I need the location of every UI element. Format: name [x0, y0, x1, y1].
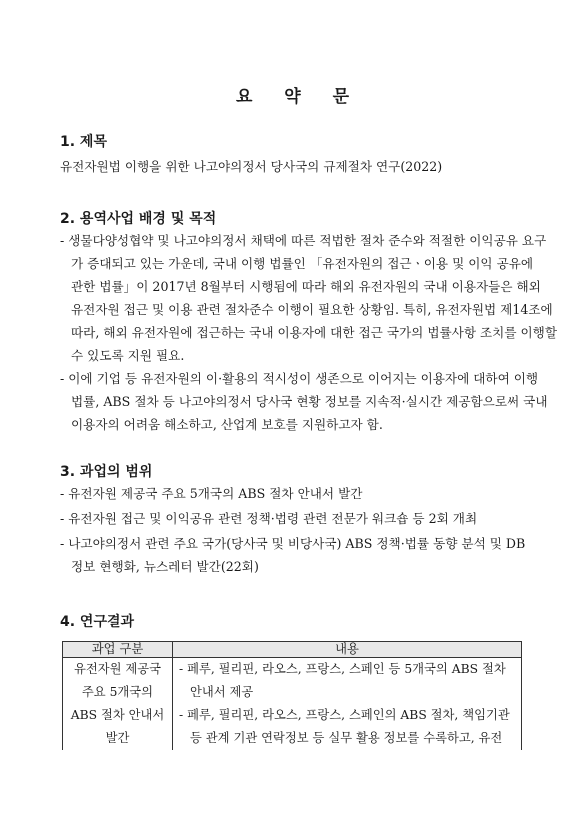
table-row [63, 658, 522, 751]
category-line: ABS 절차 안내서 [70, 708, 165, 722]
category-line: 유전자원 제공국 [73, 662, 162, 676]
section-2-body [60, 229, 557, 436]
section-2-line: 관한 법률」이 2017년 8월부터 시행됨에 따라 해외 유전자원의 국내 이용자들은 해외 [71, 279, 541, 294]
section-3-body [60, 482, 530, 578]
table-header-row [63, 642, 522, 658]
section-2-line: 따라, 해외 유전자원에 접근하는 국내 이용자에 대한 접근 국가의 법률사항 조치를 이행할 [71, 325, 557, 340]
section-2-line: 가 증대되고 있는 가운데, 국내 이행 법률인 「유전자원의 접근ㆍ이용 및 이익 공유에 [71, 256, 534, 271]
category-line: 발간 [105, 731, 130, 745]
section-2-line: 유전자원 접근 및 이용 관련 절차준수 이행이 필요한 상황임. 특히, 유전자원법 제14조에 [71, 302, 553, 317]
section-3-line: - 나고야의정서 관련 주요 국가(당사국 및 비당사국) ABS 정책·법률 동향 분석 및 DB [60, 536, 526, 551]
section-3-heading: 3. 과업의 범위 [60, 464, 153, 480]
section-3-line: - 유전자원 제공국 주요 5개국의 ABS 절차 안내서 발간 [60, 486, 363, 501]
results-table [62, 641, 522, 750]
section-3-line: - 유전자원 접근 및 이익공유 관련 정책·법령 관련 전문가 워크숍 등 2회 개최 [60, 511, 478, 526]
content-line: 안내서 제공 [190, 685, 254, 699]
section-2-heading: 2. 용역사업 배경 및 목적 [60, 211, 217, 227]
section-2-line: 수 있도록 지원 필요. [71, 348, 185, 363]
section-1-body [60, 155, 530, 178]
category-line: 주요 5개국의 [81, 685, 154, 699]
section-2-line: - 생물다양성협약 및 나고야의정서 채택에 따른 적법한 절차 준수와 적절한 이익공유 요구 [60, 233, 547, 248]
table-header-category: 과업 구분 [63, 642, 173, 658]
table-header-content: 내용 [173, 642, 522, 658]
section-1-line: 유전자원법 이행을 위한 나고야의정서 당사국의 규제절차 연구(2022) [60, 159, 443, 174]
table-cell-content [173, 658, 522, 751]
section-1-heading: 1. 제목 [60, 134, 107, 150]
content-line: - 페루, 필리핀, 라오스, 프랑스, 스페인의 ABS 절차, 책임기관 [179, 708, 510, 722]
document-title: 요 약 문 [235, 87, 352, 107]
content-line: 등 관계 기관 연락정보 등 실무 활용 정보를 수록하고, 유전 [190, 731, 503, 745]
content-line: - 페루, 필리핀, 라오스, 프랑스, 스페인 등 5개국의 ABS 절차 [179, 662, 506, 676]
section-4-heading: 4. 연구결과 [60, 614, 135, 630]
section-2-line: - 이에 기업 등 유전자원의 이·활용의 적시성이 생존으로 이어지는 이용자에 대하여 이행 [60, 371, 539, 386]
table-cell-category [63, 658, 173, 751]
section-2-line: 법률, ABS 절차 등 나고야의정서 당사국 현황 정보를 지속적·실시간 제공함으로써 국내 [71, 394, 548, 409]
section-2-line: 이용자의 어려움 해소하고, 산업계 보호를 지원하고자 함. [71, 417, 383, 432]
section-3-line: 정보 현행화, 뉴스레터 발간(22회) [71, 559, 259, 574]
